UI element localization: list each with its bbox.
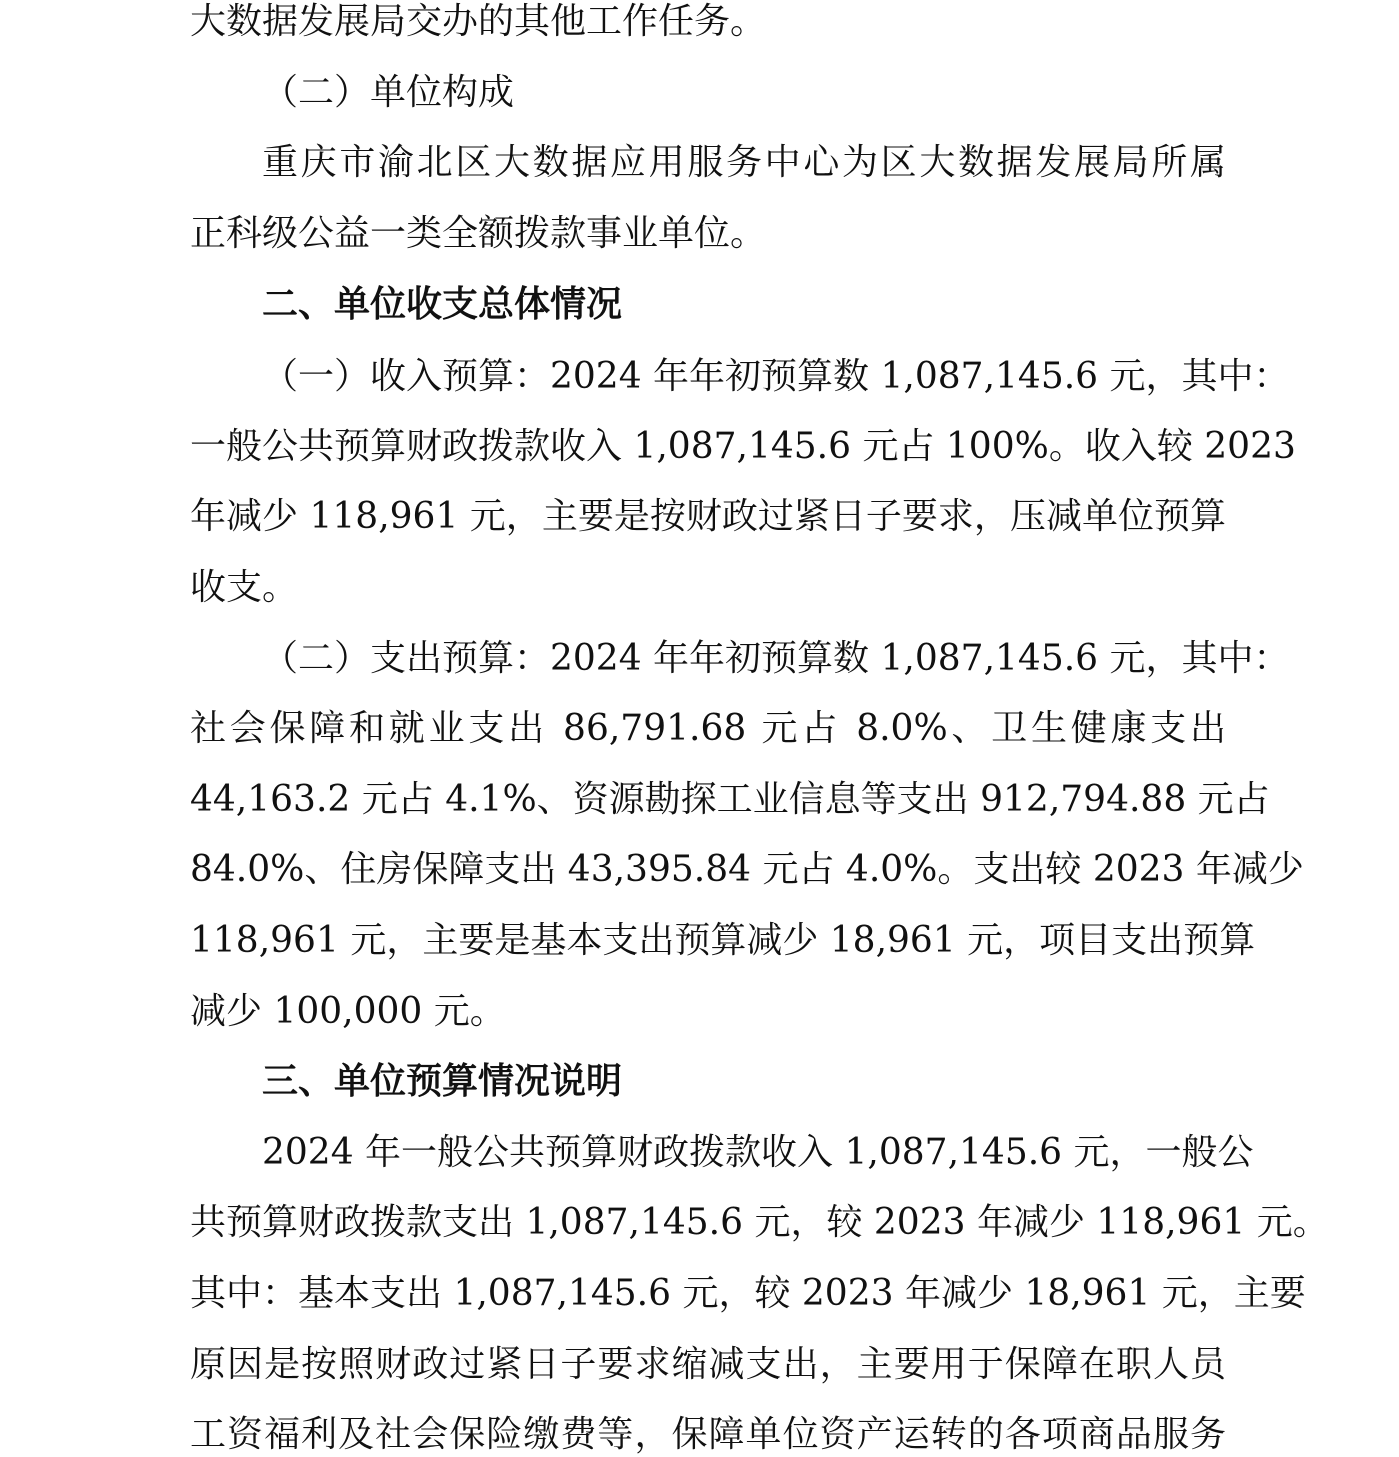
body-line: 2024 年一般公共预算财政拨款收入 1,087,145.6 元，一般公 (262, 1132, 1254, 1173)
body-line: 社会保障和就业支出 86,791.68 元占 8.0%、卫生健康支出 (190, 708, 1226, 749)
body-line: 大数据发展局交办的其他工作任务。 (190, 1, 767, 42)
section-heading: 二、单位收支总体情况 (262, 284, 623, 325)
body-line: 44,163.2 元占 4.1%、资源勘探工业信息等支出 912,794.88 元占 (190, 779, 1270, 820)
body-line: 正科级公益一类全额拨款事业单位。 (190, 213, 767, 254)
subsection-heading: （二）单位构成 (262, 72, 515, 113)
section-heading: 三、单位预算情况说明 (262, 1061, 623, 1102)
body-line: 84.0%、住房保障支出 43,395.84 元占 4.0%。支出较 2023 年减少 (190, 849, 1304, 890)
body-line: 原因是按照财政过紧日子要求缩减支出，主要用于保障在职人员 (190, 1344, 1226, 1385)
body-line: 减少 100,000 元。 (190, 991, 506, 1032)
body-line: 其中：基本支出 1,087,145.6 元，较 2023 年减少 18,961 元，主要 (190, 1273, 1306, 1314)
body-line: 重庆市渝北区大数据应用服务中心为区大数据发展局所属 (262, 142, 1226, 183)
body-line: 工资福利及社会保险缴费等，保障单位资产运转的各项商品服务 (190, 1414, 1226, 1455)
body-line: 118,961 元，主要是基本支出预算减少 18,961 元，项目支出预算 (190, 920, 1256, 961)
body-line: （一）收入预算：2024 年年初预算数 1,087,145.6 元，其中： (262, 356, 1290, 397)
body-line: 一般公共预算财政拨款收入 1,087,145.6 元占 100%。收入较 2023 (190, 426, 1296, 467)
body-line: 年减少 118,961 元，主要是按财政过紧日子要求，压减单位预算 (190, 496, 1226, 537)
body-line: （二）支出预算：2024 年年初预算数 1,087,145.6 元，其中： (262, 638, 1290, 679)
body-line: 共预算财政拨款支出 1,087,145.6 元，较 2023 年减少 118,961 元。 (190, 1202, 1329, 1243)
body-line: 收支。 (190, 567, 299, 608)
